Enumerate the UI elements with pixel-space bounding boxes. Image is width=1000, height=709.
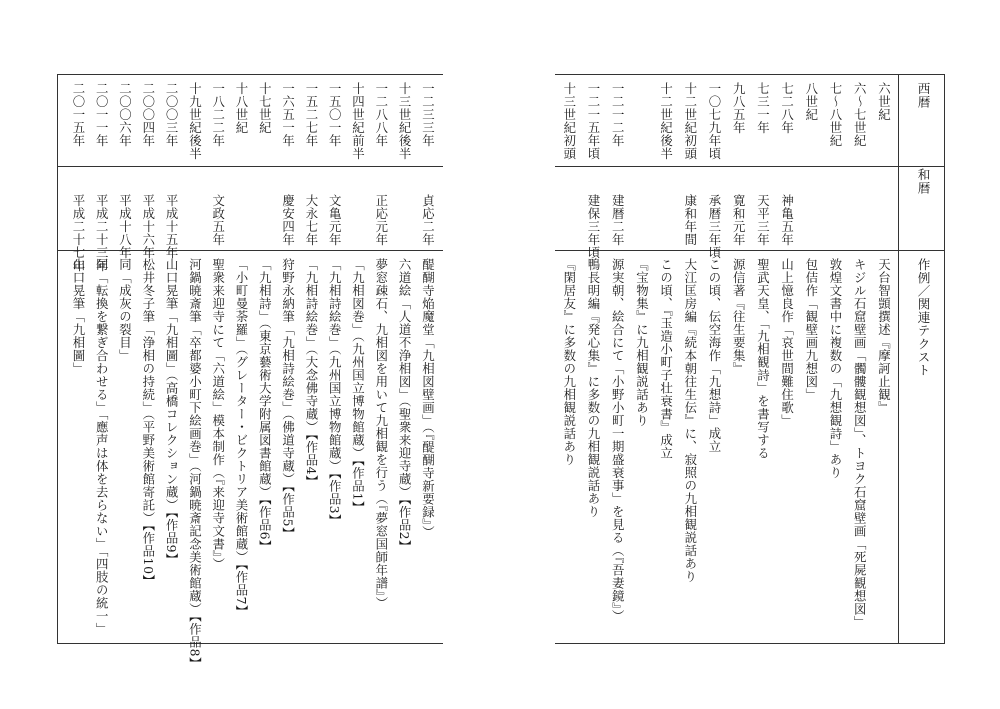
- work-cell: 同「転換を繋ぎ合わせる」「應声は体を去らない」「四肢の統一」: [94, 258, 110, 636]
- year-cell: 七三一年: [755, 82, 771, 134]
- era-cell: 承暦三年頃: [707, 194, 722, 259]
- work-cell: 六道絵「人道不浄相図」（聖衆来迎寺蔵）【作品2】: [397, 258, 413, 554]
- work-cell: 松井冬子筆「浄相の持続」（平野美術館寄託）【作品10】: [140, 258, 156, 588]
- year-cell: 七～八世紀: [828, 82, 843, 147]
- year-cell: 一二一二年: [610, 82, 626, 147]
- work-cell: 『閑居友』に多数の九相観説話あり: [561, 258, 577, 466]
- work-cell: 聖武天皇、「九相観詩」を書写する: [755, 258, 771, 460]
- era-cell: 正応元年: [373, 194, 389, 246]
- year-cell: 八世紀: [803, 82, 819, 121]
- work-cell: 『宝物集』に九相観説話あり: [634, 258, 650, 427]
- year-cell: 一〇七九年頃: [707, 82, 722, 160]
- era-cell: 大永七年: [303, 194, 319, 246]
- header-works: 作例／関連テクスト: [915, 258, 931, 377]
- work-cell: 源実朝、絵合にて「小野小町一期盛衰事」を見る（『吾妻鏡』）: [610, 258, 626, 623]
- work-cell: 敦煌文書中に複数の「九想観詩」あり: [828, 258, 843, 479]
- right-page-header-divider: [898, 74, 899, 644]
- era-cell: 康和年間: [682, 194, 698, 246]
- header-japanese-era: 和暦: [915, 168, 931, 195]
- right-page-era-divider: [555, 250, 945, 251]
- year-cell: 十八世紀: [234, 82, 249, 134]
- work-cell: 山口晃筆「九相圖」（高橋コレクション蔵）【作品9】: [164, 258, 180, 567]
- work-cell: 大江匡房編『続本朝往生伝』に、寂照の九相観説話あり: [682, 258, 698, 583]
- work-cell: 夢窓疎石、九相図を用いて九相観を行う（『夢窓国師年譜』）: [373, 258, 389, 610]
- year-cell: 一六五一年: [280, 82, 296, 147]
- era-cell: 寛和元年: [731, 194, 747, 246]
- work-cell: 包佶作「観壁画九想図」: [803, 258, 819, 401]
- era-cell: 文亀元年: [327, 194, 343, 246]
- year-cell: 十二世紀初頭: [682, 82, 698, 160]
- year-cell: 十三世紀初頭: [561, 82, 577, 160]
- year-cell: 十七世紀: [257, 82, 273, 134]
- year-cell: 一二八八年: [373, 82, 389, 147]
- work-cell: キジル石窟壁画「髑髏観想図」、トヨク石窟壁画「死屍観想図」: [852, 258, 868, 629]
- work-cell: 「九相詩」（東京藝術大学附属図書館蔵）【作品6】: [257, 258, 273, 554]
- work-cell: 「九相詩絵巻」（大念佛寺蔵）【作品4】: [303, 258, 319, 489]
- work-cell: 「九相図巻」（九州国立博物館蔵）【作品1】: [350, 258, 366, 515]
- era-cell: 平成二十七年: [70, 194, 86, 272]
- era-cell: 平成十五年: [164, 194, 180, 259]
- year-cell: 一五〇一年: [327, 82, 343, 147]
- era-cell: 平成二十三年: [94, 194, 110, 272]
- year-cell: 九八五年: [731, 82, 747, 134]
- era-cell: 建保三年頃: [586, 194, 601, 259]
- era-cell: 建暦二年: [610, 194, 626, 246]
- work-cell: 鴨長明編『発心集』に多数の九相観説話あり: [586, 258, 601, 518]
- work-cell: 河鍋暁斎筆「卒都婆小町下絵画巻」（河鍋暁斎記念美術館蔵）【作品8】: [187, 258, 203, 671]
- work-cell: 山上憶良作「哀世間難住歌」: [779, 258, 795, 427]
- left-page-era-divider: [57, 250, 443, 251]
- era-cell: 天平三年: [755, 194, 771, 246]
- work-cell: 「九相詩絵巻」（九州国立博物館蔵）【作品3】: [327, 258, 343, 528]
- right-page-year-divider: [555, 166, 945, 167]
- year-cell: 六～七世紀: [852, 82, 868, 147]
- era-cell: 神亀五年: [779, 194, 795, 246]
- left-page-year-divider: [57, 166, 443, 167]
- year-cell: 七二八年: [779, 82, 795, 134]
- work-cell: 聖衆来迎寺にて「六道絵」模本制作（『来迎寺文書』）: [210, 258, 226, 571]
- year-cell: 十四世紀前半: [350, 82, 366, 160]
- work-cell: 天台智顗撰述『摩訶止観』: [876, 258, 892, 414]
- era-cell: 平成十六年: [140, 194, 156, 259]
- work-cell: この頃、伝空海作「九想詩」成立: [707, 258, 722, 453]
- year-cell: 二〇一一年: [94, 82, 110, 147]
- year-cell: 十二世紀後半: [658, 82, 674, 160]
- work-cell: 同「成灰の裂目」: [117, 258, 133, 362]
- year-cell: 十九世紀後半: [187, 82, 203, 160]
- year-cell: 二〇〇六年: [117, 82, 133, 147]
- left-page: [57, 74, 443, 671]
- year-cell: 十三世紀後半: [397, 82, 413, 160]
- work-cell: この頃、『玉造小町子壮衰書』成立: [658, 258, 674, 460]
- year-cell: 六世紀: [876, 82, 892, 121]
- year-cell: 二〇〇三年: [164, 82, 180, 147]
- year-cell: 一五二七年: [303, 82, 319, 147]
- work-cell: 狩野永納筆「九相詩絵巻」（佛道寺蔵）【作品5】: [280, 258, 296, 541]
- year-cell: 一二三三年: [420, 82, 436, 147]
- header-western-year: 西暦: [915, 82, 931, 109]
- year-cell: 一二一五年頃: [586, 82, 601, 160]
- work-cell: 源信著『往生要集』: [731, 258, 747, 375]
- work-cell: 醍醐寺焔魔堂「九相図壁画」（『醍醐寺新要録』）: [420, 258, 436, 539]
- year-cell: 二〇一五年: [70, 82, 86, 147]
- work-cell: 山口晃筆「九相圖」: [70, 258, 86, 375]
- right-page: [555, 74, 945, 644]
- work-cell: 「小町曼荼羅」（グレーター・ビクトリア美術館蔵）【作品7】: [234, 258, 249, 619]
- era-cell: 文政五年: [210, 194, 226, 246]
- era-cell: 平成十八年: [117, 194, 133, 259]
- era-cell: 慶安四年: [280, 194, 296, 246]
- year-cell: 一八二二年: [210, 82, 226, 147]
- era-cell: 貞応二年: [420, 194, 436, 246]
- year-cell: 二〇〇四年: [140, 82, 156, 147]
